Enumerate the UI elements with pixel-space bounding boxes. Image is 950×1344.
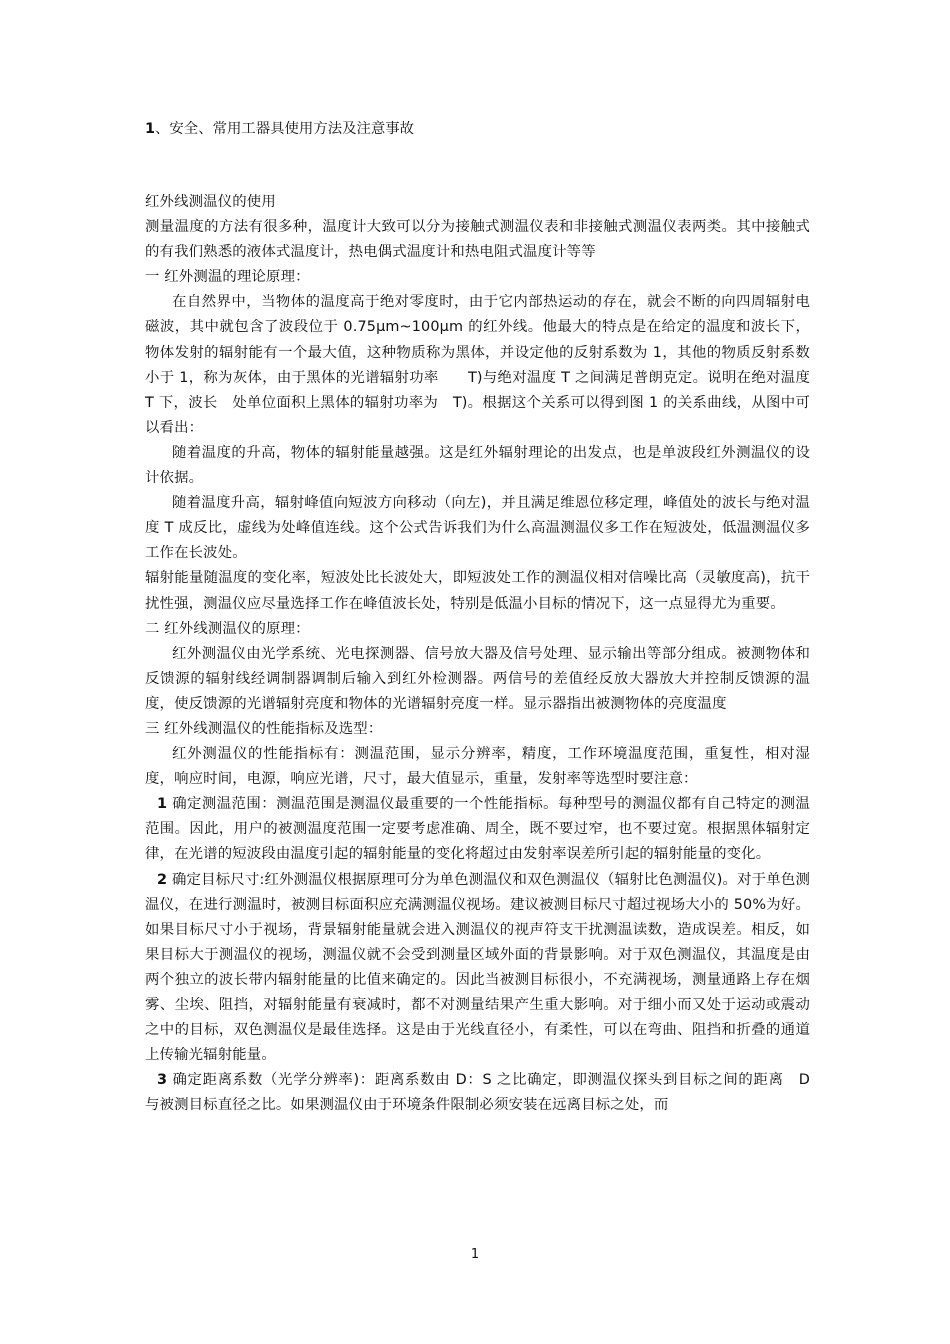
list-number: 2 [157,871,168,888]
paragraph-rate: 辐射能量随温度的变化率，短波处比长波处大，即短波处工作的测温仪相对信噪比高（灵敏度高)，抗干扰性强，测温仪应尽量选择工作在峰值波长处，特别是低温小目标的情况下，这一点显得尤为重要。 [145,570,810,612]
paragraph-energy: 随着温度的升高，物体的辐射能量越强。这是红外辐射理论的出发点，也是单波段红外测温仪的设计依据。 [145,444,810,487]
section-two-title: 二 红外线测温仪的原理： [145,620,310,637]
heading-number: 1 [145,121,156,137]
paragraph-subtitle: 红外线测温仪的使用 [145,194,276,210]
list-number: 1 [157,796,168,813]
section-three-title: 三 红外线测温仪的性能指标及选型： [145,720,383,737]
section-heading [145,117,414,142]
paragraph-theory: 在自然界中，当物体的温度高于绝对零度时，由于它内部热运动的存在，就会不断的向四周辐射电磁波，其中就包含了波段位于 0.75μm~100μm 的红外线。他最大的特点是在给定的温度和波长下，物体发射的辐射能有一个最大值，这种物质称为黑体，并设定他的反射系数为 1，其他的物质反射系数小于 1，称为灰体，由于黑体的光谱辐射功率 T)与绝对温度 T 之间满足普朗克定。说明在绝对温度 T 下，波长 处单位面积上黑体的辐射功率为 T)。根据这个关系可以得到图 1 的关系曲线，从图中可以看出： [145,294,810,436]
list-text: 确定目标尺寸:红外测温仪根据原理可分为单色测温仪和双色测温仪（辐射比色测温仪)。对于单色测温仪，在进行测温时，被测目标面积应充满测温仪视场。建议被测目标尺寸超过视场大小的 50%为好。如果目标尺寸小于视场，背景辐射能量就会进入测温仪的视声符支干扰测温读数，造成误差。相反，如果目标大于测温仪的视场，测温仪就不会受到测量区域外面的背景影响。对于双色测温仪，其温度是由两个独立的波长带内辐射能量的比值来确定的。因此当被测目标很小，不充满视场，测量通路上存在烟雾、尘埃、阻挡，对辐射能量有衰减时，都不对测量结果产生重大影响。对于细小而又处于运动或震动之中的目标，双色测温仪是最佳选择。这是由于光线直径小，有柔性，可以在弯曲、阻挡和折叠的通道上传输光辐射能量。 [145,871,810,1064]
paragraph-principle: 红外测温仪由光学系统、光电探测器、信号放大器及信号处理、显示输出等部分组成。被测物体和反馈源的辐射线经调制器调制后输入到红外检测器。两信号的差值经反放大器放大并控制反馈源的温度，使反馈源的光谱辐射亮度和物体的光谱辐射亮度一样。显示器指出被测物体的亮度温度 [145,645,810,712]
list-text: 确定测温范围：测温范围是测温仪最重要的一个性能指标。每种型号的测温仪都有自己特定的测温范围。因此，用户的被测温度范围一定要考虑准确、周全，既不要过窄，也不要过宽。根据黑体辐射定律，在光谱的短波段由温度引起的辐射能量的变化将超过由发射率误差所引起的辐射能量的变化。 [145,796,810,863]
page-number: 1 [470,1247,480,1262]
list-number: 3 [157,1072,168,1089]
list-text: 确定距离系数（光学分辨率)：距离系数由 D：S 之比确定，即测温仪探头到目标之间的距离 D 与被测目标直径之比。如果测温仪由于环境条件限制必须安装在远离目标之处，而 [145,1072,825,1114]
list-item-range [145,792,810,867]
section-one-title: 一 红外测温的理论原理： [145,269,310,286]
paragraph-specs: 红外测温仪的性能指标有：测温范围，显示分辨率，精度，工作环境温度范围，重复性，相对湿度，响应时间，电源，响应光谱，尺寸，最大值显示，重量，发射率等选型时要注意： [145,746,810,788]
list-item-target-size [145,868,810,1069]
heading-text: 、安全、常用工器具使用方法及注意事故 [155,121,415,137]
paragraph-intro: 测量温度的方法有很多种，温度计大致可以分为接触式测温仪表和非接触式测温仪表两类。其中接触式的有我们熟悉的液体式温度计，热电偶式温度计和热电阻式温度计等等 [145,219,810,261]
body-text [145,190,825,1118]
list-item-distance [145,1068,825,1118]
paragraph-wien: 随着温度升高，辐射峰值向短波方向移动（向左)，并且满足维恩位移定理，峰值处的波长与绝对温度 T 成反比，虚线为处峰值连线。这个公式告诉我们为什么高温测温仪多工作在短波处，低温测温仪多工作在长波处。 [145,495,810,562]
